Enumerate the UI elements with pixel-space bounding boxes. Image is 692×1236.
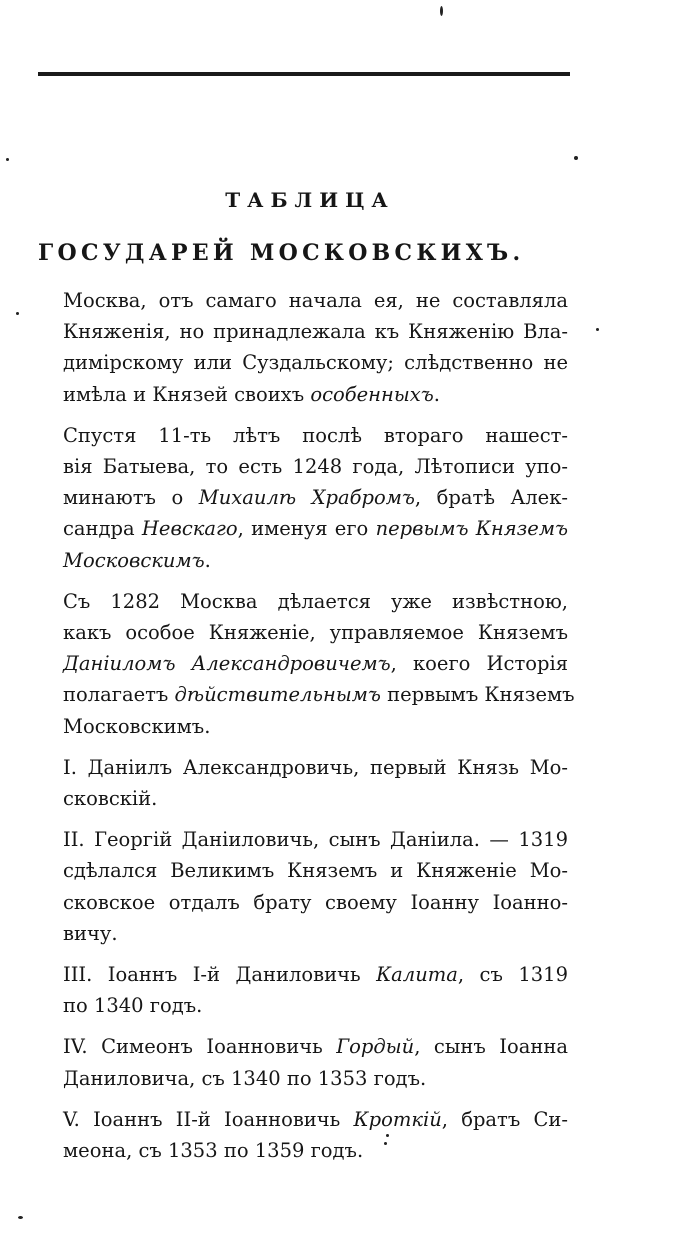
italic-phrase: Гордый (336, 1035, 415, 1059)
italic-phrase: первымъ Княземъ (375, 517, 568, 541)
ink-speck (440, 6, 443, 16)
text-line (38, 316, 568, 347)
body-text (38, 285, 575, 1176)
text-run: I. Даніилъ Александровичь, первый Князь Мо- (63, 755, 568, 779)
text-run: вичу. (63, 921, 118, 945)
text-run: Московскимъ. (63, 714, 211, 738)
text-run: IV. Симеонъ Іоанновичь (63, 1035, 337, 1059)
text-run: димірскому или Суздальскому; слѣдственно не (63, 351, 568, 375)
text-run: меона, съ 1353 по 1359 годъ. (63, 1139, 364, 1163)
italic-phrase: особенныхъ (310, 382, 434, 406)
text-run: сковскій. (63, 787, 158, 811)
text-run: Спустя 11-ть лѣтъ послѣ втораго нашест- (63, 423, 568, 447)
paragraph (38, 1031, 568, 1093)
text-run: . (433, 382, 440, 406)
text-run: , сынъ Іоанна (414, 1035, 568, 1059)
text-run: первымъ Княземъ (380, 683, 575, 707)
italic-phrase: Кроткій (353, 1107, 442, 1131)
text-run: вія Батыева, то есть 1248 года, Лѣтописи упо- (63, 455, 568, 479)
italic-phrase: Московскимъ (63, 548, 205, 572)
text-line (38, 679, 575, 710)
ink-speck (16, 312, 19, 315)
text-line (38, 783, 568, 814)
text-run: минаютъ о (63, 486, 199, 510)
text-run: , именуя его (237, 517, 376, 541)
paragraph (38, 752, 568, 814)
italic-phrase: Калита (376, 963, 458, 987)
text-line (38, 711, 568, 742)
text-line (38, 959, 568, 990)
text-line (38, 285, 568, 316)
text-line (38, 420, 568, 451)
text-line (38, 1104, 568, 1135)
paragraph (38, 1104, 568, 1166)
paragraph (38, 586, 575, 742)
text-run: по 1340 годъ. (63, 994, 203, 1018)
ink-speck (18, 1216, 23, 1219)
text-run: , братѣ Алек- (414, 486, 568, 510)
text-line (38, 752, 568, 783)
text-line (38, 918, 568, 949)
text-run: . (204, 548, 211, 572)
paragraph (38, 824, 568, 949)
italic-phrase: Невскаго (141, 517, 238, 541)
ink-speck (6, 158, 9, 161)
italic-phrase: Даніиломъ Александровичемъ (63, 652, 391, 676)
page-title: ТАБЛИЦА (225, 188, 395, 212)
text-run: III. Іоаннъ I-й Даниловичь (63, 963, 377, 987)
text-line (38, 1031, 568, 1062)
text-run: сковское отдалъ брату своему Іоанну Іоанно- (63, 890, 568, 914)
text-line (38, 451, 568, 482)
text-run: , коего Исторія (390, 652, 568, 676)
text-run: сандра (63, 517, 142, 541)
text-line (38, 379, 568, 410)
text-run: , братъ Си- (441, 1107, 568, 1131)
text-line (38, 1063, 568, 1094)
text-line (38, 855, 568, 886)
top-rule (38, 72, 570, 76)
text-run: Съ 1282 Москва дѣлается уже извѣстною, (63, 589, 568, 613)
text-line (38, 513, 568, 544)
text-run: V. Іоаннъ II-й Іоанновичь (63, 1107, 354, 1131)
text-line (38, 1135, 568, 1166)
text-line (38, 545, 568, 576)
text-run: какъ особое Княженіе, управляемое Княземъ (63, 621, 568, 645)
paragraph (38, 420, 568, 576)
text-run: Княженія, но принадлежала къ Княженію Вла- (63, 320, 568, 344)
italic-phrase: дѣйствительнымъ (174, 683, 381, 707)
text-run: , съ 1319 (457, 963, 568, 987)
text-line (38, 887, 568, 918)
text-run: Даниловича, съ 1340 по 1353 годъ. (63, 1066, 427, 1090)
text-run: сдѣлался Великимъ Княземъ и Княженіе Мо- (63, 859, 568, 883)
text-line (38, 648, 568, 679)
text-line (38, 990, 568, 1021)
text-run: имѣла и Князей своихъ (63, 382, 311, 406)
text-line (38, 347, 568, 378)
italic-phrase: Михаилѣ Храбромъ (198, 486, 415, 510)
paragraph (38, 285, 568, 410)
text-run: Москва, отъ самаго начала ея, не составляла (63, 289, 568, 312)
text-run: полагаетъ (63, 683, 175, 707)
page-subtitle: ГОСУДАРЕЙ МОСКОВСКИХЪ. (38, 240, 525, 266)
text-line (38, 586, 568, 617)
text-run: II. Георгій Даніиловичь, сынъ Даніила. — 1319 (63, 828, 568, 852)
ink-speck (574, 156, 578, 160)
text-line (38, 824, 568, 855)
text-line (38, 482, 568, 513)
text-line (38, 617, 568, 648)
ink-speck (596, 328, 599, 331)
paragraph (38, 959, 568, 1021)
